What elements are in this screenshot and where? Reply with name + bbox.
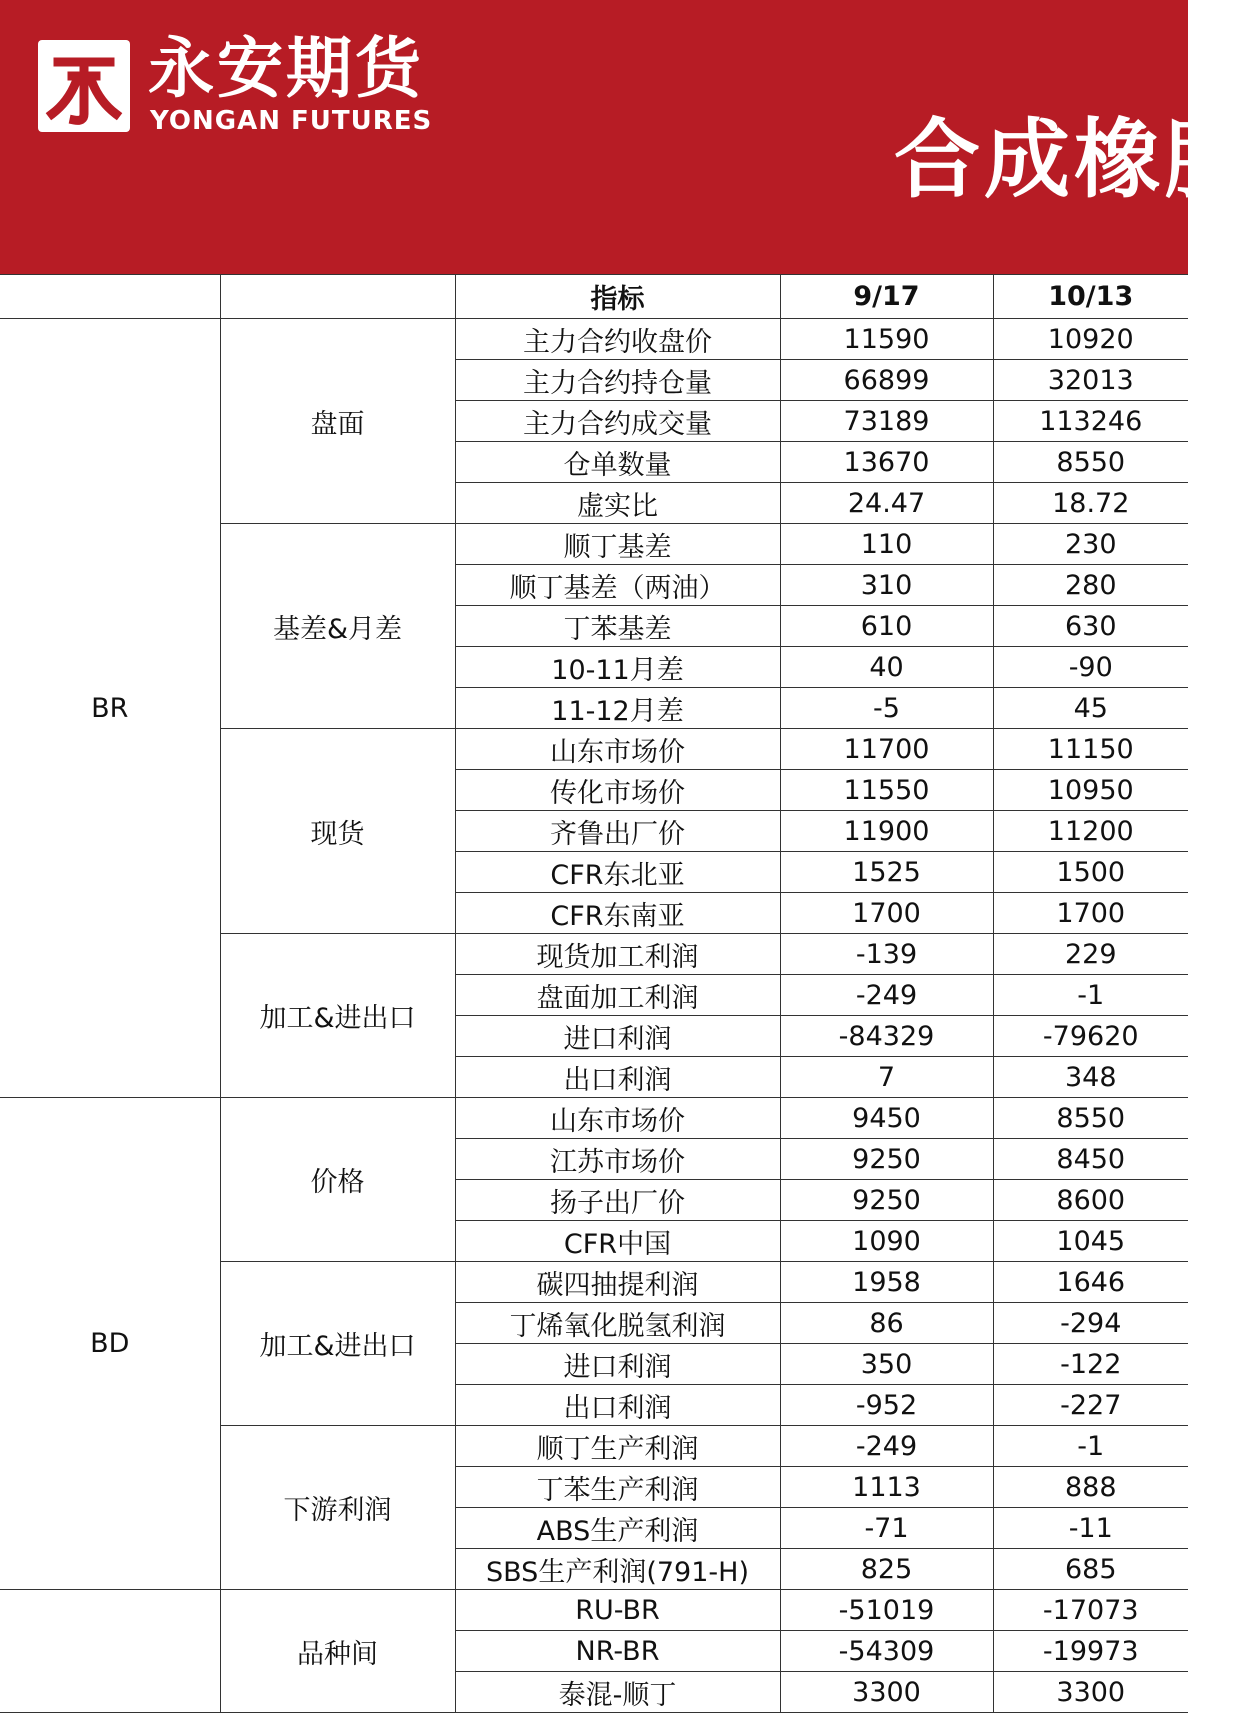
- value-cell-date-2: 1500: [993, 852, 1188, 893]
- value-cell-date-1: 7: [780, 1057, 993, 1098]
- value-cell-date-1: -139: [780, 934, 993, 975]
- value-cell-date-1: 9250: [780, 1139, 993, 1180]
- value-cell-date-1: 66899: [780, 360, 993, 401]
- value-cell-date-2: 1700: [993, 893, 1188, 934]
- value-cell-date-1: -5: [780, 688, 993, 729]
- indicator-cell: 碳四抽提利润: [455, 1262, 780, 1303]
- indicator-cell: CFR东南亚: [455, 893, 780, 934]
- indicator-cell: 10-11月差: [455, 647, 780, 688]
- table-header-row: [0, 275, 1188, 319]
- value-cell-date-2: 18.72: [993, 483, 1188, 524]
- value-cell-date-2: -17073: [993, 1590, 1188, 1631]
- indicator-cell: 出口利润: [455, 1385, 780, 1426]
- value-cell-date-1: 86: [780, 1303, 993, 1344]
- value-cell-date-2: -1: [993, 1426, 1188, 1467]
- value-cell-date-2: 685: [993, 1549, 1188, 1590]
- indicator-cell: SBS生产利润(791-H): [455, 1549, 780, 1590]
- value-cell-date-1: 9450: [780, 1098, 993, 1139]
- subgroup-cell: 现货: [220, 729, 455, 934]
- value-cell-date-1: 610: [780, 606, 993, 647]
- value-cell-date-2: 229: [993, 934, 1188, 975]
- value-cell-date-2: -227: [993, 1385, 1188, 1426]
- column-header: [0, 275, 220, 319]
- indicator-cell: CFR东北亚: [455, 852, 780, 893]
- indicator-cell: NR-BR: [455, 1631, 780, 1672]
- value-cell-date-2: 11200: [993, 811, 1188, 852]
- subgroup-cell: 加工&进出口: [220, 934, 455, 1098]
- value-cell-date-2: 8550: [993, 1098, 1188, 1139]
- value-cell-date-1: 24.47: [780, 483, 993, 524]
- value-cell-date-1: -249: [780, 1426, 993, 1467]
- report-title: 合成橡胶: [894, 110, 1254, 210]
- value-cell-date-2: 10950: [993, 770, 1188, 811]
- value-cell-date-1: 3300: [780, 1672, 993, 1713]
- value-cell-date-1: -249: [780, 975, 993, 1016]
- table-row: [0, 319, 1188, 360]
- column-header: [220, 275, 455, 319]
- value-cell-date-2: -11: [993, 1508, 1188, 1549]
- indicator-cell: 进口利润: [455, 1016, 780, 1057]
- value-cell-date-1: -51019: [780, 1590, 993, 1631]
- subgroup-cell: 品种间: [220, 1590, 455, 1713]
- indicator-cell: 顺丁生产利润: [455, 1426, 780, 1467]
- indicator-cell: 丁苯基差: [455, 606, 780, 647]
- value-cell-date-1: 825: [780, 1549, 993, 1590]
- indicator-cell: 江苏市场价: [455, 1139, 780, 1180]
- category-cell: BD: [0, 1098, 220, 1590]
- value-cell-date-1: 9250: [780, 1180, 993, 1221]
- indicator-cell: 现货加工利润: [455, 934, 780, 975]
- indicator-cell: ABS生产利润: [455, 1508, 780, 1549]
- value-cell-date-2: 348: [993, 1057, 1188, 1098]
- indicator-cell: 扬子出厂价: [455, 1180, 780, 1221]
- subgroup-cell: 下游利润: [220, 1426, 455, 1590]
- subgroup-cell: 价格: [220, 1098, 455, 1262]
- value-cell-date-2: -79620: [993, 1016, 1188, 1057]
- subgroup-cell: 基差&月差: [220, 524, 455, 729]
- value-cell-date-1: 110: [780, 524, 993, 565]
- value-cell-date-2: -122: [993, 1344, 1188, 1385]
- indicator-cell: 进口利润: [455, 1344, 780, 1385]
- indicator-cell: 出口利润: [455, 1057, 780, 1098]
- subgroup-cell: 加工&进出口: [220, 1262, 455, 1426]
- indicator-cell: 顺丁基差: [455, 524, 780, 565]
- value-cell-date-1: 13670: [780, 442, 993, 483]
- yongan-logo-icon: [38, 40, 130, 132]
- column-header-indicator: 指标: [455, 275, 780, 319]
- indicator-cell: 传化市场价: [455, 770, 780, 811]
- value-cell-date-1: 11700: [780, 729, 993, 770]
- value-cell-date-2: 230: [993, 524, 1188, 565]
- indicator-cell: 丁苯生产利润: [455, 1467, 780, 1508]
- value-cell-date-2: 10920: [993, 319, 1188, 360]
- value-cell-date-1: -54309: [780, 1631, 993, 1672]
- column-header-date-1: 9/17: [780, 275, 993, 319]
- value-cell-date-1: -71: [780, 1508, 993, 1549]
- subgroup-cell: 盘面: [220, 319, 455, 524]
- data-table: [0, 274, 1188, 1713]
- value-cell-date-1: 11590: [780, 319, 993, 360]
- value-cell-date-1: -84329: [780, 1016, 993, 1057]
- value-cell-date-1: 1525: [780, 852, 993, 893]
- value-cell-date-2: 1646: [993, 1262, 1188, 1303]
- indicator-cell: RU-BR: [455, 1590, 780, 1631]
- value-cell-date-2: 1045: [993, 1221, 1188, 1262]
- value-cell-date-1: -952: [780, 1385, 993, 1426]
- value-cell-date-1: 1700: [780, 893, 993, 934]
- indicator-cell: 山东市场价: [455, 729, 780, 770]
- value-cell-date-2: 113246: [993, 401, 1188, 442]
- indicator-cell: 盘面加工利润: [455, 975, 780, 1016]
- value-cell-date-2: 888: [993, 1467, 1188, 1508]
- value-cell-date-2: 8550: [993, 442, 1188, 483]
- value-cell-date-1: 1090: [780, 1221, 993, 1262]
- indicator-cell: 泰混-顺丁: [455, 1672, 780, 1713]
- category-cell: [0, 1590, 220, 1713]
- indicator-cell: 仓单数量: [455, 442, 780, 483]
- brand-name-en: YONGAN FUTURES: [150, 106, 433, 136]
- value-cell-date-1: 1113: [780, 1467, 993, 1508]
- value-cell-date-2: 3300: [993, 1672, 1188, 1713]
- value-cell-date-1: 11900: [780, 811, 993, 852]
- indicator-cell: 丁烯氧化脱氢利润: [455, 1303, 780, 1344]
- report-header: [0, 0, 1254, 274]
- table-row: [0, 1098, 1188, 1139]
- value-cell-date-2: -294: [993, 1303, 1188, 1344]
- indicator-cell: 主力合约持仓量: [455, 360, 780, 401]
- value-cell-date-2: -19973: [993, 1631, 1188, 1672]
- brand-name-cn: 永安期货: [148, 30, 424, 107]
- value-cell-date-1: 1958: [780, 1262, 993, 1303]
- value-cell-date-1: 11550: [780, 770, 993, 811]
- value-cell-date-2: -1: [993, 975, 1188, 1016]
- indicator-cell: 主力合约收盘价: [455, 319, 780, 360]
- value-cell-date-2: 630: [993, 606, 1188, 647]
- indicator-cell: 顺丁基差（两油）: [455, 565, 780, 606]
- indicator-cell: 虚实比: [455, 483, 780, 524]
- indicator-cell: CFR中国: [455, 1221, 780, 1262]
- value-cell-date-2: 8600: [993, 1180, 1188, 1221]
- value-cell-date-2: 11150: [993, 729, 1188, 770]
- column-header-date-2: 10/13: [993, 275, 1188, 319]
- value-cell-date-1: 40: [780, 647, 993, 688]
- value-cell-date-2: 32013: [993, 360, 1188, 401]
- table-row: [0, 1590, 1188, 1631]
- value-cell-date-2: 45: [993, 688, 1188, 729]
- indicator-cell: 齐鲁出厂价: [455, 811, 780, 852]
- value-cell-date-2: 8450: [993, 1139, 1188, 1180]
- value-cell-date-1: 73189: [780, 401, 993, 442]
- value-cell-date-2: -90: [993, 647, 1188, 688]
- value-cell-date-1: 350: [780, 1344, 993, 1385]
- indicator-cell: 主力合约成交量: [455, 401, 780, 442]
- indicator-cell: 山东市场价: [455, 1098, 780, 1139]
- indicator-cell: 11-12月差: [455, 688, 780, 729]
- value-cell-date-2: 280: [993, 565, 1188, 606]
- logo-mark-icon: [38, 40, 130, 132]
- value-cell-date-1: 310: [780, 565, 993, 606]
- category-cell: BR: [0, 319, 220, 1098]
- table-body: [0, 319, 1188, 1713]
